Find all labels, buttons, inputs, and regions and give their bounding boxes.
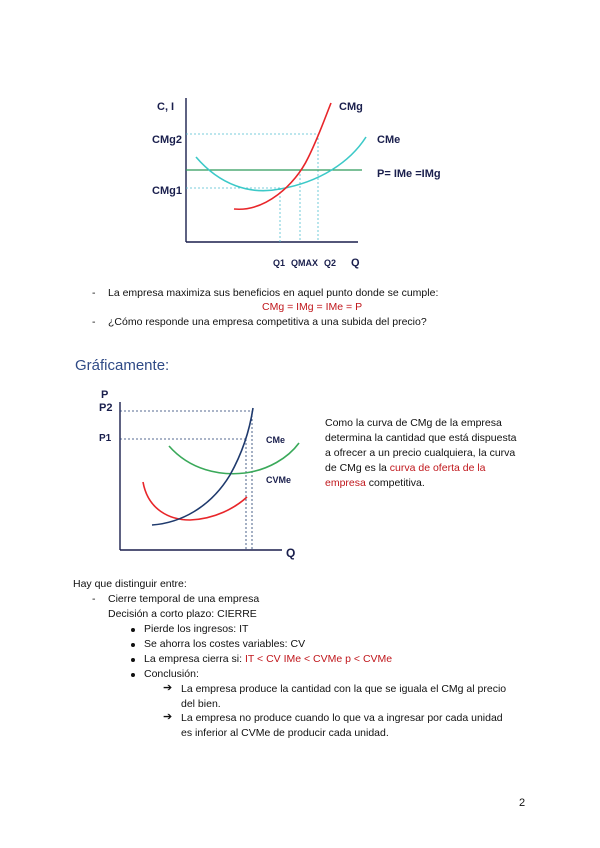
graph1-q2-label: Q2 bbox=[324, 258, 337, 268]
bullet-3 bbox=[144, 652, 392, 667]
graph2-x-label: Q bbox=[286, 546, 296, 560]
bullet-dot-3 bbox=[131, 658, 135, 662]
side-line-3: a ofrecer a un precio cualquiera, la curva bbox=[325, 447, 516, 459]
bullet-dot-2 bbox=[131, 643, 135, 647]
side-line-4-b: curva de oferta de la bbox=[389, 462, 486, 474]
arrow-icon-1: ➔ bbox=[163, 682, 173, 694]
side-line-5-a: empresa bbox=[325, 477, 366, 489]
cvme-curve bbox=[143, 482, 247, 520]
supply-curve-graph bbox=[0, 380, 320, 570]
cmg-curve bbox=[234, 103, 331, 209]
intro-bullet-2: ¿Cómo responde una empresa competitiva a una subida del precio? bbox=[108, 316, 427, 328]
graph2-cme-label: CMe bbox=[266, 435, 286, 445]
intro-dash-2: - bbox=[92, 316, 96, 328]
page-number: 2 bbox=[519, 797, 526, 809]
side-line-5 bbox=[325, 476, 540, 491]
conclusion-1-line-1: La empresa produce la cantidad con la que se iguala el CMg al precio bbox=[181, 683, 507, 695]
intro-dash-1: - bbox=[92, 287, 96, 299]
graph2-p1-label: P1 bbox=[99, 433, 112, 444]
graph1-cme-label: CMe bbox=[377, 134, 401, 146]
distinguish-item: Cierre temporal de una empresa bbox=[108, 593, 260, 605]
bullet-1: Pierde los ingresos: IT bbox=[144, 623, 249, 635]
graph1-cmg1-label: CMg1 bbox=[152, 185, 182, 197]
graph2-y-label: P bbox=[101, 389, 109, 401]
side-line-5-b: competitiva. bbox=[365, 477, 425, 489]
side-line-1: Como la curva de CMg de la empresa bbox=[325, 417, 502, 429]
profit-max-graph bbox=[0, 0, 600, 300]
side-line-2: determina la cantidad que está dispuesta bbox=[325, 432, 517, 444]
side-text bbox=[325, 416, 540, 491]
cme-curve bbox=[196, 137, 366, 191]
equation: CMg = IMg = IMe = P bbox=[262, 301, 363, 313]
section-title: Gráficamente: bbox=[75, 357, 170, 374]
cmg2-curve bbox=[152, 408, 253, 525]
conclusion-2-line-2: es inferior al CVMe de producir cada unidad. bbox=[181, 727, 389, 739]
graph1-y-label: C, I bbox=[157, 101, 175, 113]
graph1-cmg2-label: CMg2 bbox=[152, 134, 182, 146]
distinguish-dash: - bbox=[92, 593, 96, 605]
bullet-3-a: La empresa cierra si: bbox=[144, 653, 245, 665]
graph2-cvme-label: CVMe bbox=[266, 475, 292, 485]
graph2-p2-label: P2 bbox=[99, 402, 113, 414]
distinguish-decision: Decisión a corto plazo: CIERRE bbox=[108, 608, 257, 620]
conclusion-1 bbox=[181, 682, 541, 712]
arrow-icon-2: ➔ bbox=[163, 711, 173, 723]
bullet-dot-1 bbox=[131, 628, 135, 632]
graph1-cmg-label: CMg bbox=[339, 101, 363, 113]
distinguish-intro: Hay que distinguir entre: bbox=[73, 578, 187, 590]
graph1-x-label: Q bbox=[351, 257, 360, 269]
side-line-4-a: de CMg es la bbox=[325, 462, 390, 474]
intro-bullet-1: La empresa maximiza sus beneficios en aquel punto donde se cumple: bbox=[108, 287, 439, 299]
graph1-qmax-label: QMAX bbox=[291, 258, 318, 268]
conclusion-2-line-1: La empresa no produce cuando lo que va a ingresar por cada unidad bbox=[181, 712, 503, 724]
conclusion-1-line-2: del bien. bbox=[181, 698, 221, 710]
bullet-3-b: IT < CV IMe < CVMe p < CVMe bbox=[244, 653, 393, 665]
conclusion-2 bbox=[181, 711, 541, 741]
graph1-price-label: P= IMe =IMg bbox=[377, 168, 441, 180]
bullet-dot-4 bbox=[131, 673, 135, 677]
side-line-4 bbox=[325, 461, 540, 476]
bullet-4: Conclusión: bbox=[144, 668, 199, 680]
graph1-q1-label: Q1 bbox=[273, 258, 286, 268]
bullet-2: Se ahorra los costes variables: CV bbox=[144, 638, 306, 650]
